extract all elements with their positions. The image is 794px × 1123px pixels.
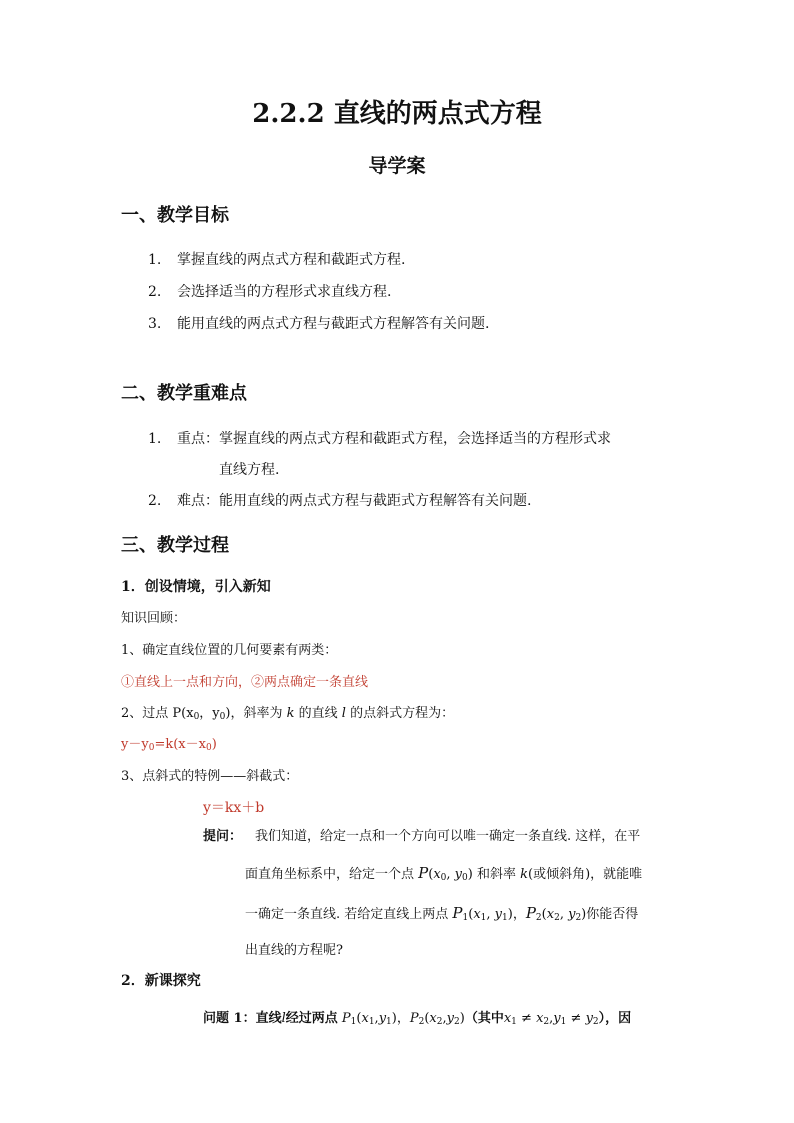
list-item-continuation: 直线方程.: [219, 462, 280, 478]
step-heading: 1．创设情境，引入新知: [121, 579, 271, 595]
page-title: 2.2.2 直线的两点式方程: [252, 99, 542, 129]
section-heading-goals: 一、教学目标: [121, 205, 229, 226]
answer-3: y＝kx＋b: [203, 800, 265, 816]
answer-2: $y-y_0=k(x-x_0)$: [121, 737, 217, 753]
list-number: 1.: [148, 431, 162, 447]
review-label: 知识回顾：: [121, 611, 187, 626]
list-item: 会选择适当的方程形式求直线方程.: [177, 284, 392, 300]
list-item: 难点：能用直线的两点式方程与截距式方程解答有关问题.: [177, 493, 532, 509]
list-item: 掌握直线的两点式方程和截距式方程.: [177, 252, 406, 268]
list-item: 能用直线的两点式方程与截距式方程解答有关问题.: [177, 316, 490, 332]
answer-1: ①直线上一点和方向，②两点确定一条直线: [121, 675, 369, 690]
question-text-line: 出直线的方程呢?: [245, 943, 343, 958]
list-number: 2.: [148, 284, 162, 300]
question-2: 2、过点 $P(x_0$，$y_0$)，斜率为 k 的直线 l 的点斜式方程为：: [121, 706, 455, 722]
problem-1: 问题 1：直线l经过两点 $P_1(x_1,y_1)$，$P_2(x_2,y_2)$（其中$x_1 \ne x_2,y_1 \ne y_2$），因: [203, 1011, 632, 1027]
section-heading-key-points: 二、教学重难点: [121, 383, 247, 404]
list-number: 1.: [148, 252, 162, 268]
question-text-line: 面直角坐标系中，给定一个点 $P(x_0$, $y_0$) 和斜率 k(或倾斜角)，就能唯: [245, 864, 643, 883]
question-1: 1、确定直线位置的几何要素有两类：: [121, 643, 338, 658]
list-item: 重点：掌握直线的两点式方程和截距式方程，会选择适当的方程形式求: [177, 431, 611, 447]
page-subtitle: 导学案: [368, 155, 426, 177]
question-label: 提问：: [203, 829, 243, 844]
question-text-line: 一确定一条直线. 若给定直线上两点 $P_1(x_1$, $y_1$)，$P_2(x_2$, $y_2$)你能否得: [245, 904, 639, 923]
section-heading-process: 三、教学过程: [121, 535, 229, 556]
list-number: 2.: [148, 493, 162, 509]
question-text-line: 我们知道，给定一点和一个方向可以唯一确定一条直线. 这样，在平: [255, 829, 641, 844]
question-3: 3、点斜式的特例——斜截式：: [121, 769, 299, 784]
list-number: 3.: [148, 316, 162, 332]
step-heading: 2．新课探究: [121, 973, 201, 989]
